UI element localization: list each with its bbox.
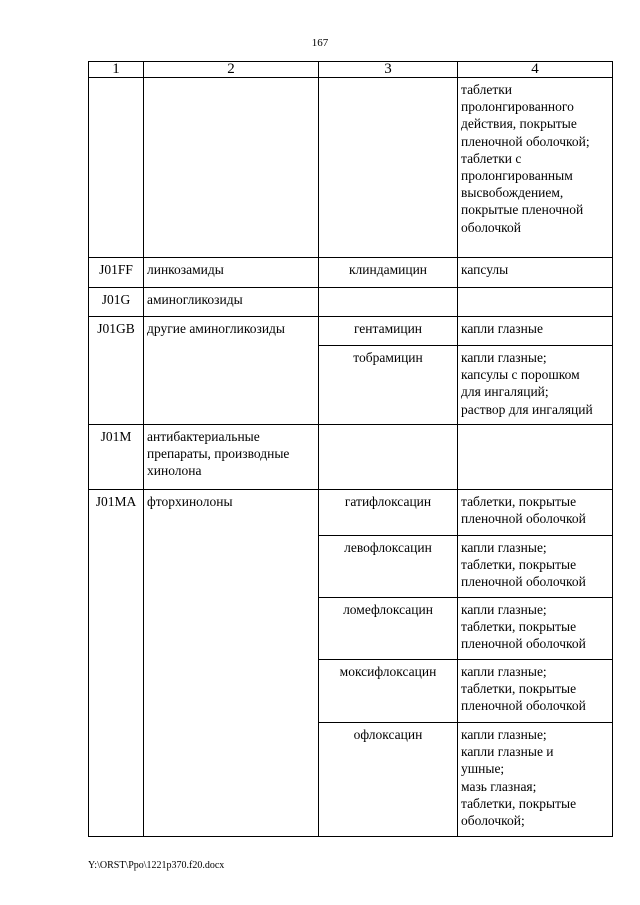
drug-table: [88, 61, 613, 837]
document-path-footer: Y:\ORST\Ppo\1221p370.f20.docx: [88, 860, 225, 871]
table-row: [89, 78, 613, 258]
substance-cell: гатифлоксацин: [319, 490, 458, 536]
atc-code-cell: J01GB: [89, 317, 144, 425]
page-number: 167: [311, 37, 329, 49]
substance-cell: клиндамицин: [319, 258, 458, 288]
substance-cell: ломефлоксацин: [319, 598, 458, 660]
table-row: [89, 425, 613, 490]
substance-cell: моксифлоксацин: [319, 660, 458, 723]
dosage-form-cell: таблетки, покрытые пленочной оболочкой: [458, 490, 613, 536]
atc-code-cell: J01MA: [89, 490, 144, 837]
atc-code-cell: [89, 78, 144, 258]
substance-cell: гентамицин: [319, 317, 458, 346]
substance-cell: [319, 288, 458, 317]
column-header: 2: [144, 62, 319, 78]
substance-cell: левофлоксацин: [319, 536, 458, 598]
column-header: 4: [458, 62, 613, 78]
group-cell: линкозамиды: [144, 258, 319, 288]
dosage-form-cell: [458, 425, 613, 490]
dosage-form-cell: капли глазные; таблетки, покрытые пленочной оболочкой: [458, 536, 613, 598]
atc-code-cell: J01FF: [89, 258, 144, 288]
group-cell: [144, 78, 319, 258]
substance-cell: офлоксацин: [319, 723, 458, 837]
dosage-form-cell: капсулы: [458, 258, 613, 288]
table-row: [89, 490, 613, 536]
dosage-form-cell: таблетки пролонгированного действия, покрытые пленочной оболочкой; таблетки с пролонгированным высвобождением, покрытые пленочной оболочкой: [458, 78, 613, 258]
group-cell: аминогликозиды: [144, 288, 319, 317]
group-cell: фторхинолоны: [144, 490, 319, 837]
group-cell: антибактериальные препараты, производные хинолона: [144, 425, 319, 490]
group-cell: другие аминогликозиды: [144, 317, 319, 425]
substance-cell: [319, 425, 458, 490]
table-header-row: [89, 62, 613, 78]
table-row: [89, 258, 613, 288]
substance-cell: тобрамицин: [319, 346, 458, 425]
substance-cell: [319, 78, 458, 258]
dosage-form-cell: капли глазные; капсулы с порошком для ингаляций; раствор для ингаляций: [458, 346, 613, 425]
column-header: 3: [319, 62, 458, 78]
dosage-form-cell: [458, 288, 613, 317]
column-header: 1: [89, 62, 144, 78]
atc-code-cell: J01G: [89, 288, 144, 317]
atc-code-cell: J01M: [89, 425, 144, 490]
dosage-form-cell: капли глазные; капли глазные и ушные; мазь глазная; таблетки, покрытые оболочкой;: [458, 723, 613, 837]
dosage-form-cell: капли глазные; таблетки, покрытые пленочной оболочкой: [458, 660, 613, 723]
table-row: [89, 317, 613, 346]
dosage-form-cell: капли глазные: [458, 317, 613, 346]
table-row: [89, 288, 613, 317]
dosage-form-cell: капли глазные; таблетки, покрытые пленочной оболочкой: [458, 598, 613, 660]
